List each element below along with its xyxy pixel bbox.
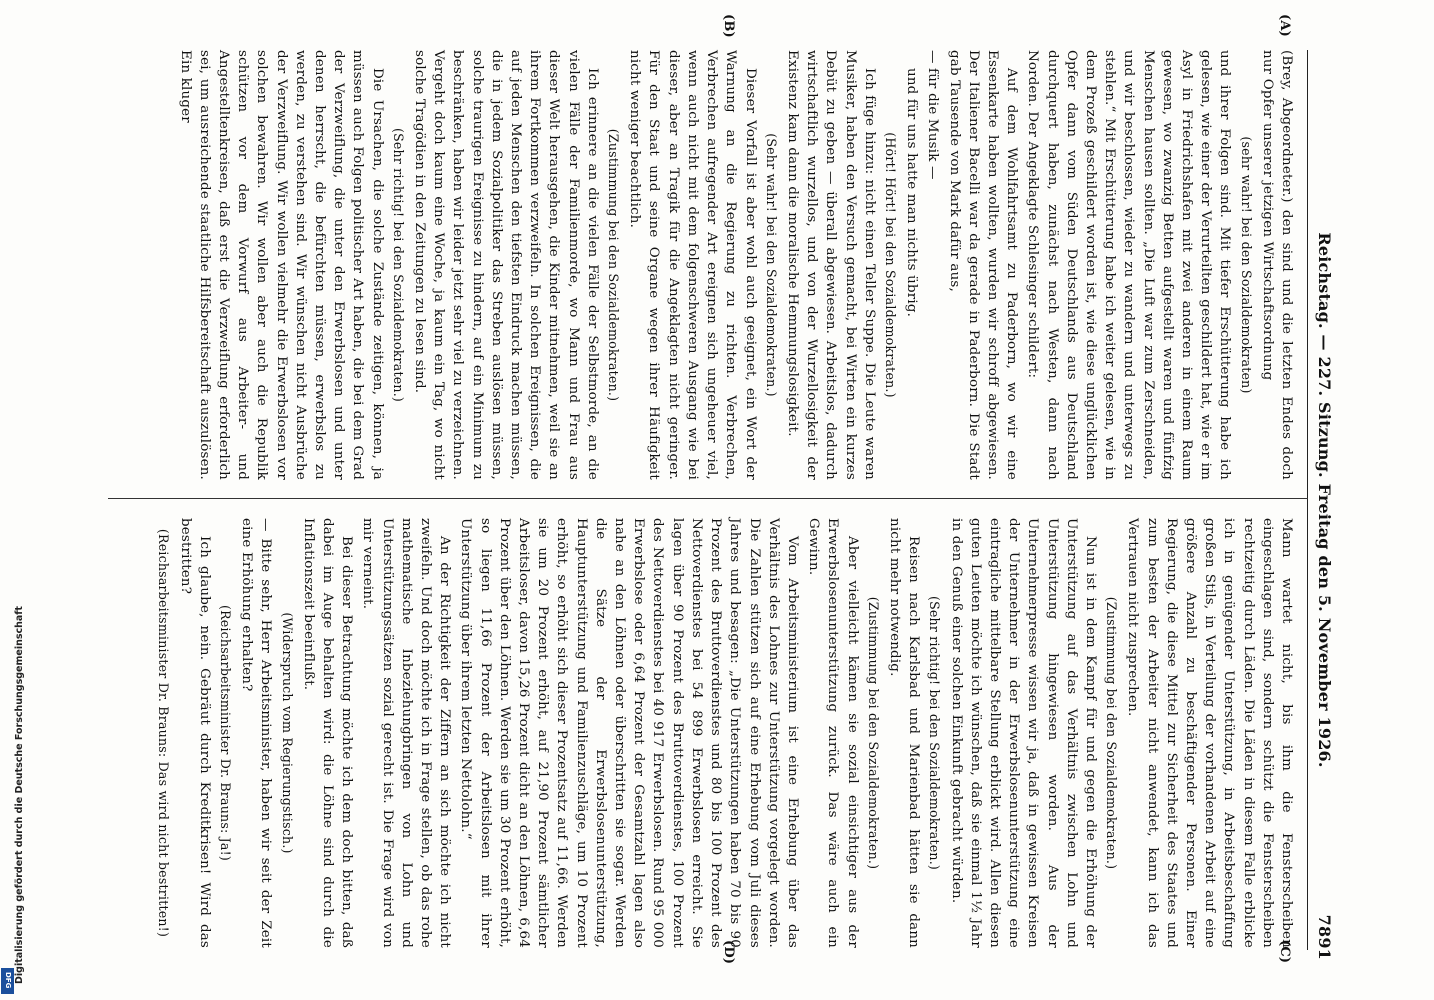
interjection: (Zustimmung bei den Sozialdemokraten.) [1104,596,1120,870]
paragraph: Mann wartet nicht, bis ihm die Fensterscheiben eingeschlagen sind, sondern schützt die Fensterscheiben rechtzeitig durch Läden. Die Läden in diesem Falle erblicke ich in genügender Unterstützung, in Arbeitsbeschaffung großen Stils, in Verteilung der vorhandenen Arbeit auf eine größere Anzahl zu beschäftigender Personen. Einer Regierung, die diese Mittel zur Sicherheit des Staates und zum besten der Arbeiter nicht anwendet, kann ich das Vertrauen nicht zusprechen. [1125,518,1294,948]
column-divider [108,498,1308,499]
paragraph: und für uns hatte man nichts übrig. [904,68,920,318]
interjection: (Sehr richtig! bei den Sozialdemokraten.) [390,127,406,403]
interjection: (Zustimmung bei den Sozialdemokraten.) [606,128,622,402]
margin-marker-c: (C) [1277,940,1292,964]
interjection: (Zustimmung bei den Sozialdemokraten.) [865,596,881,870]
paragraph: — Bitte sehr, Herr Arbeitsminister, haben wir seit der Zeit eine Erhöhung erhalten? [239,518,274,948]
paragraph: (Brey, Abgeordneter.) den sind und die letzten Endes doch nur Opfer unserer jetzigen Wirtschaftsordnung [1259,50,1294,480]
interjection: (Reichsarbeitsminister Dr. Brauns: Ja!) [218,605,234,861]
interjection: (Sehr richtig! bei den Sozialdemokraten.) [927,595,943,871]
left-text-column [173,50,1296,480]
page-header [1310,40,1338,960]
margin-marker-a: (A) [1277,14,1292,37]
interjection: (Sehr wahr! bei den Sozialdemokraten.) [763,133,779,397]
paragraph: Ich glaube, nein. Gebräut durch Kreditkrisen! Wird das bestritten? [177,518,212,948]
interjection: (sehr wahr! bei den Sozialdemokraten) [1238,136,1254,394]
paragraph: und ihrer Folgen sind. Mit tiefer Erschütterung habe ich gelesen, wie einer der Verurteilten geschildert hat, wie er im Asyl in Friedrichshafen mit zwei anderen in einem Raum gewesen, wo zwanzig Betten aufgestellt waren und fünfzig Menschen hausen sollten. „Die Luft war zum Zerschneiden, und wir beschlossen, wieder zu wandern und unterwegs zu stehlen.“ Mit Erschütterung habe ich weiter gelesen, wie in dem Prozeß geschildert worden ist, wie diese unglücklichen Opfer dann vom Süden Deutschlands aus Deutschland durchquert haben, zunächst nach Westen, dann nach Norden. Der Angeklagte Schlesinger schildert: [1025,50,1233,480]
paragraph: Aber vielleicht kämen sie sozial einsichtiger aus der Erwerbslosenunterstützung zurück. Das wäre auch ein Gewinn. [806,518,860,948]
paragraph: Ich erinnere an die vielen Fälle der Selbstmorde, an die vielen Fälle der Familienmorde, wo Mann und Frau aus dieser Welt herausgehen, die Kinder mitnehmen, weil sie an ihrem Fortkommen verzweifeln. In solchen Ereignissen, die auf jeden Menschen den tiefsten Eindruck machen müssen, die in jedem Sozialpolitiker das Streben auslösen müssen, solche traurigen Ereignisse zu hindern, auf ein Minimum zu beschränken, haben wir leider jetzt sehr viel zu verzeichnen. Vergeht doch kaum eine Woche, ja kaum ein Tag, wo nicht solche Tragödien in den Zeitungen zu lesen sind. [412,50,600,480]
interjection: (Widerspruch vom Regierungstisch.) [279,612,295,854]
interjection: (Reichsarbeitsminister Dr. Brauns: Das wird nicht bestritten!) [156,528,172,938]
paragraph: — für die Musik — [925,50,941,180]
paragraph: Auf dem Wohlfahrtsamt zu Paderborn, wo wir eine Essenkarte haben wollten, wurden wir schroff abgewiesen. Der Italiener Bacelli war da gerade in Paderborn. Die Stadt gab Tausende von Mark dafür aus, [946,50,1020,480]
paragraph: Bei dieser Betrachtung möchte ich dem doch bitten, daß dabei im Auge behalten wird: die Löhne sind durch die Inflationszeit beeinflußt. [300,518,355,948]
paragraph: Dieser Vorfall ist aber wohl auch geeignet, ein Wort der Warnung an die Regierung zu richten. Verbrechen, Verbrechen aufregender Art ereignen sich ungeheuer viel, wenn auch nicht mit dem folgenschweren Ausgang wie bei dieser, aber an Tragik für die Angeklagten nicht geringer. Für den Staat und seine Organe wegen ihrer Häufigkeit nicht weniger beachtlich. [627,50,758,480]
digitization-note: Digitalisierung gefördert durch die Deutsche Forschungsgemeinschaft [14,606,25,984]
interjection: (Hört! Hört! bei den Sozialdemokraten.) [882,132,898,398]
paragraph: Nun ist in dem Kampf für und gegen die Erhöhung der Unterstützung auf das Verhältnis zwischen Lohn und Unterstützung hingewiesen worden. Aus der Unternehmerpresse wissen wir ja, daß in gewissen Kreisen der Unternehmer in der Erwerbslosenunterstützung eine eintragliche mittelbare Stellung erblickt wird. Allen diesen guten Leuten möchte ich wünschen, daß sie einmal 1½ Jahr in den Genuß einer solchen Einkunft gebracht würden. [948,518,1098,948]
margin-marker-d: (D) [721,940,736,965]
margin-marker-b: (B) [721,14,736,38]
header-title: Reichstag. — 227. Sitzung. Freitag den 5. November 1926. [1315,232,1334,768]
dfg-logo-text: DFG [4,972,12,989]
paragraph: Reisen nach Karlsbad und Marienbad hätten sie dann nicht mehr notwendig. [886,518,922,948]
paragraph: Ich füge hinzu: nicht einen Teller Suppe. Die Leute waren Musiker, haben den Versuch gemacht, bei Wirten ein kurzes Debüt zu geben — überall abgewiesen. Arbeitslos, dadurch wirtschaftlich wurzellos, und von der Wurzellosigkeit der Existenz kam dann die moralische Hemmungslosigkeit. [784,50,877,480]
paragraph: Vom Arbeitsministerium ist eine Erhebung über das Verhältnis des Lohnes zur Unterstützung vorgelegt worden. Die Zahlen stützen sich auf eine Erhebung vom Juli dieses Jahres und besagen: „Die Unterstützungen haben 70 bis 90 Prozent des Bruttoverdienstes und 80 bis 100 Prozent des Nettoverdienstes bei 54 899 Erwerbslosen erreicht. Sie lagen über 90 Prozent des Bruttoverdienstes, 100 Prozent des Nettoverdienstes bei 40 917 Erwerbslosen. Rund 95 000 Erwerbslose oder 6,64 Prozent der Gesamtzahl lagen also nahe an den Löhnen oder überschritten sie sogar. Werden die Sätze der Erwerbslosenunterstützung, Hauptunterstützung und Familienzuschläge, um 10 Prozent erhöht, so erhöht sich dieser Prozentsatz auf 11,66. Werden sie um 20 Prozent erhöht, auf 21,90 Prozent sämtlicher Arbeitsloser, davon 15,26 Prozent dicht an den Löhnen, 6,64 Prozent über den Löhnen. Werden sie um 30 Prozent erhöht, so liegen 11,66 Prozent der Arbeitslosen mit ihrer Unterstützung über ihrem letzten Nettolohn.“ [458,518,800,948]
paragraph: Die Ursachen, die solche Zustände zeitigen, können, ja müssen auch Folgen politischer Art haben, die bei dem Grad der Verzweiflung, die unter den Erwerbslosen und unter denen herrscht, die befürchten müssen, erwerbslos zu werden, zu verstehen sind. Wir wünschen nicht Ausbrüche der Verzweiflung. Wir wollen vielmehr die Erwerbslosen vor solchen bewahren. Wir wollen aber auch die Republik schützen vor dem Vorwurf aus Arbeiter- und Angestelltenkreisen, daß erst die Verzweiflung erforderlich sei, um ausreichende staatliche Hilfsbereitschaft auszulösen. Ein kluger [177,50,385,480]
paragraph: An der Richtigkeit der Ziffern an sich möchte ich nicht zweifeln. Und doch möchte ich in Frage stellen, ob das rohe mathematische Inbeziehungbringen von Lohn und Unterstützungssätzen sozial gerecht ist. Die Frage wird von mir verneint. [360,518,453,948]
page-number: 7891 [1315,914,1334,960]
header-rule [1307,50,1308,950]
digitization-footer [0,606,25,1000]
right-text-column [152,518,1296,948]
rotated-document-page [98,14,1338,965]
dfg-logo [1,968,14,994]
